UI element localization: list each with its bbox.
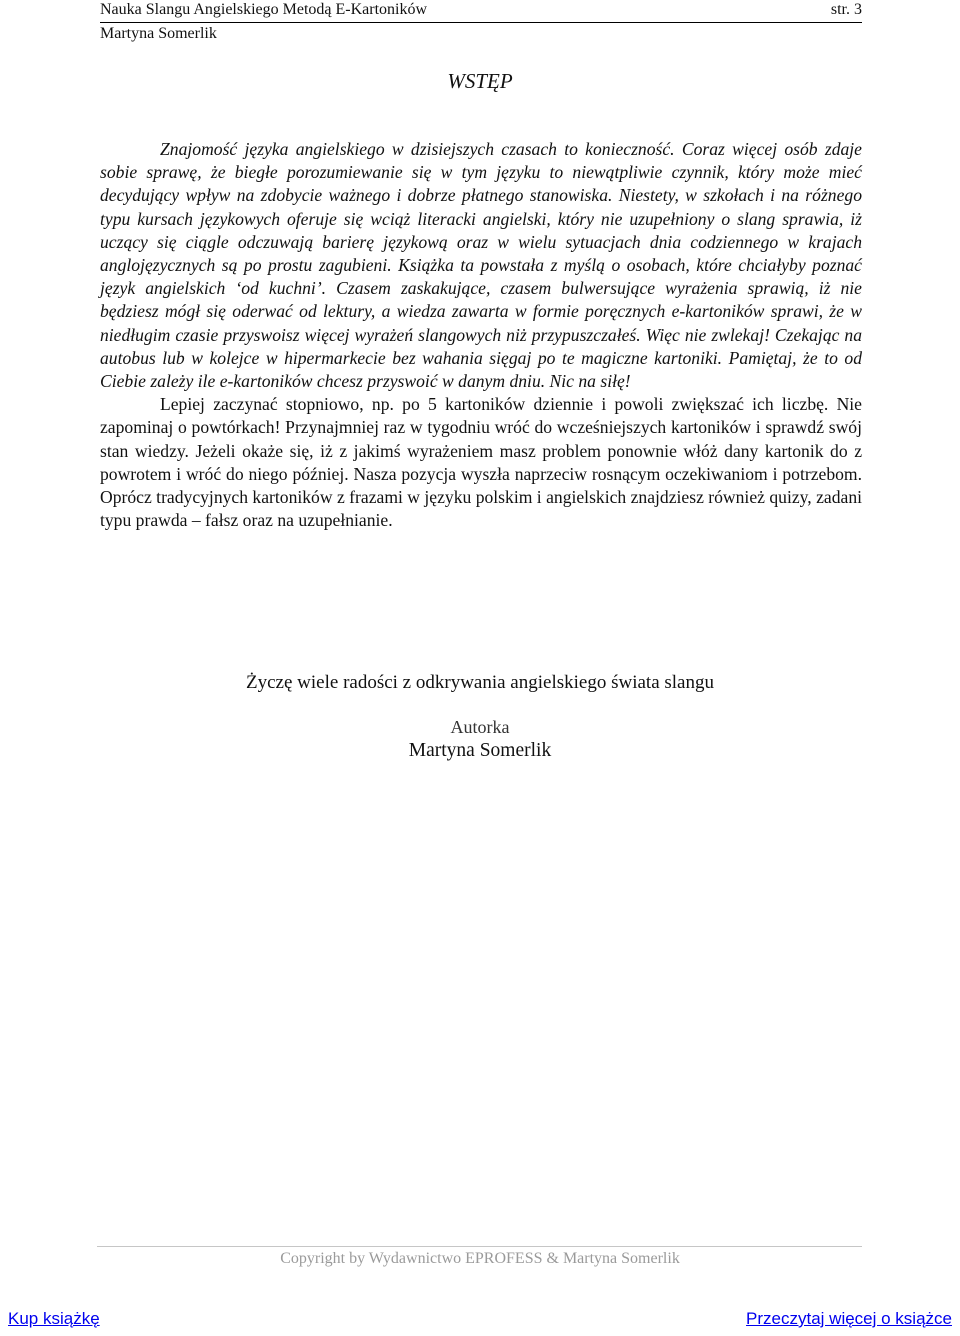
copyright-footer: Copyright by Wydawnictwo EPROFESS & Martyna Somerlik <box>280 1250 680 1267</box>
author-name: Martyna Somerlik <box>408 740 552 761</box>
author-label: Autorka <box>450 717 510 737</box>
paragraph-2: Lepiej zaczynać stopniowo, np. po 5 kartoników dziennie i powoli zwiększać ich liczbę. Nie zapominaj o powtórkach! Przynajmniej raz w tygodniu wróć do wcześniejszych kartoników i sprawdź swój stan wiedzy. Jeżeli okaże się, iż z jakimś wyrażeniem masz problem ponownie włóż dany kartonik do z powrotem i wróć do niego później. Nasza pozycja wyszła naprzeciw rosnącym oczekiwaniom i potrzebom. Oprócz tradycyjnych kartoników z frazami w języku polskim i angielskich znajdziesz również quizy, zadani typu prawda – fałsz oraz na uzupełnianie. <box>100 394 862 531</box>
book-title: Nauka Slangu Angielskiego Metodą E-Kartoników <box>100 1 428 18</box>
header-author: Martyna Somerlik <box>100 25 217 42</box>
paragraph-1-sentence-1: Znajomość języka angielskiego w dzisiejszych czasach to konieczność. Coraz więcej osób zdaje sobie sprawę, że biegłe porozumiewanie się w tym języku to niewątpliwie czynnik, który może mieć decydujący wpływ na zdobycie ważnego i dobrze płatnego stanowiska. Niestety, w szkołach i na różnego typu kursach językowych oferuje się wciąż literacki angielski, który nie uzupełniony o slang sprawia, iż uczący się ciągle odczuwają barierę językową oraz w wielu sytuacjach dnia codziennego w krajach anglojęzycznych są po prostu zagubieni. <box>100 139 862 276</box>
intro-text <box>100 138 862 532</box>
page-number: str. 3 <box>830 1 862 18</box>
paragraph-1 <box>100 138 862 393</box>
buy-book-link[interactable]: Kup książkę <box>8 1309 100 1328</box>
paragraph-1-sentence-2: Książka ta powstała z myślą o osobach, które chciałyby poznać język angielskich ‘od kuchni’. <box>100 255 862 299</box>
footer-divider <box>97 1246 862 1247</box>
section-title: WSTĘP <box>447 69 513 93</box>
page-header <box>100 0 862 23</box>
read-more-link[interactable]: Przeczytaj więcej o książce <box>746 1309 952 1328</box>
closing-wish: Życzę wiele radości z odkrywania angielskiego świata slangu <box>246 672 714 693</box>
paragraph-1-sentence-3: Czasem zaskakujące, czasem bulwersujące wyrażenia sprawią, iż nie będziesz mógł się oderwać od lektury, a wiedza zawarta w formie poręcznych e-kartoników sprawi, że w niedługim czasie przyswoisz więcej wyrażeń slangowych niż przypuszczałeś. Więc nie zwlekaj! Czekając na autobus lub w kolejce w hipermarkecie bez wahania sięgaj po te magiczne kartoniki. Pamiętaj, że to od Ciebie zależy ile e-kartoników chcesz przyswoić w danym dniu. Nic na siłę! <box>100 278 862 392</box>
